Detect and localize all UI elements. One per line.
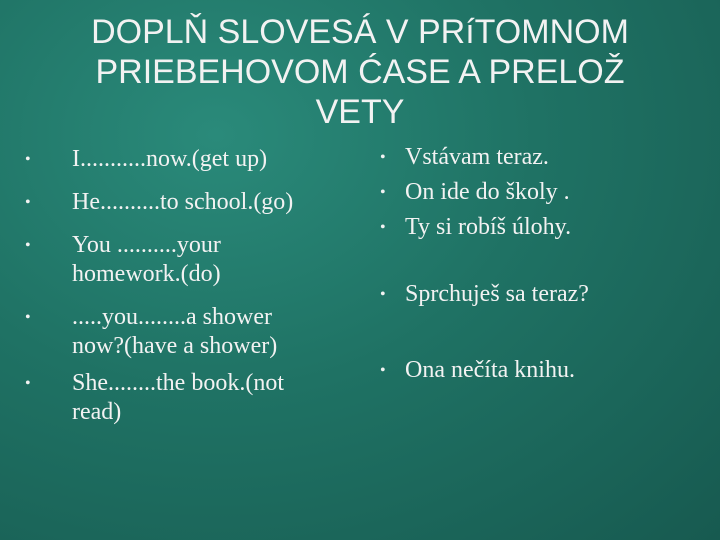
bullet-icon: •: [380, 219, 386, 236]
translation-text: Vstávam teraz.: [405, 144, 549, 170]
translation-item: [375, 356, 705, 385]
translation-item: [375, 143, 705, 172]
translation-item: [375, 280, 705, 309]
exercise-text-continued: read): [72, 399, 122, 425]
bullet-icon: •: [380, 362, 386, 379]
title-line-2: PRIEBEHOVOM ĆASE A PRELOŽ: [95, 53, 625, 91]
exercise-text-continued: homework.(do): [72, 261, 221, 287]
exercise-item: [25, 303, 345, 361]
bullet-icon: •: [25, 375, 31, 392]
exercise-text: I...........now.(get up): [72, 146, 268, 172]
exercise-text: .....you........a shower: [72, 304, 272, 330]
exercise-item: [25, 369, 345, 427]
title-line-1: DOPLŇ SLOVESÁ V PRíTOMNOM: [91, 13, 629, 51]
title-line-3: VETY: [315, 93, 405, 131]
translation-text: On ide do školy .: [405, 179, 570, 205]
exercise-text: She........the book.(not: [72, 370, 284, 396]
exercise-item: [25, 188, 345, 217]
translation-item: [375, 213, 705, 242]
exercise-item: [25, 145, 345, 174]
translation-list: [375, 143, 705, 385]
exercise-text: He..........to school.(go): [72, 189, 294, 215]
exercise-list: [25, 145, 345, 427]
exercise-text-continued: now?(have a shower): [72, 333, 278, 359]
slide-title: [40, 12, 680, 132]
bullet-icon: •: [380, 184, 386, 201]
bullet-icon: •: [380, 149, 386, 166]
bullet-icon: •: [25, 309, 31, 326]
bullet-icon: •: [380, 286, 386, 303]
translation-text: Ty si robíš úlohy.: [405, 214, 572, 240]
bullet-icon: •: [25, 151, 31, 168]
exercise-item: [25, 231, 345, 289]
exercise-text: You ..........your: [72, 232, 221, 258]
bullet-icon: •: [25, 194, 31, 211]
translation-item: [375, 178, 705, 207]
translation-text: Sprchuješ sa teraz?: [405, 281, 589, 307]
translation-text: Ona nečíta knihu.: [405, 357, 575, 383]
bullet-icon: •: [25, 237, 31, 254]
